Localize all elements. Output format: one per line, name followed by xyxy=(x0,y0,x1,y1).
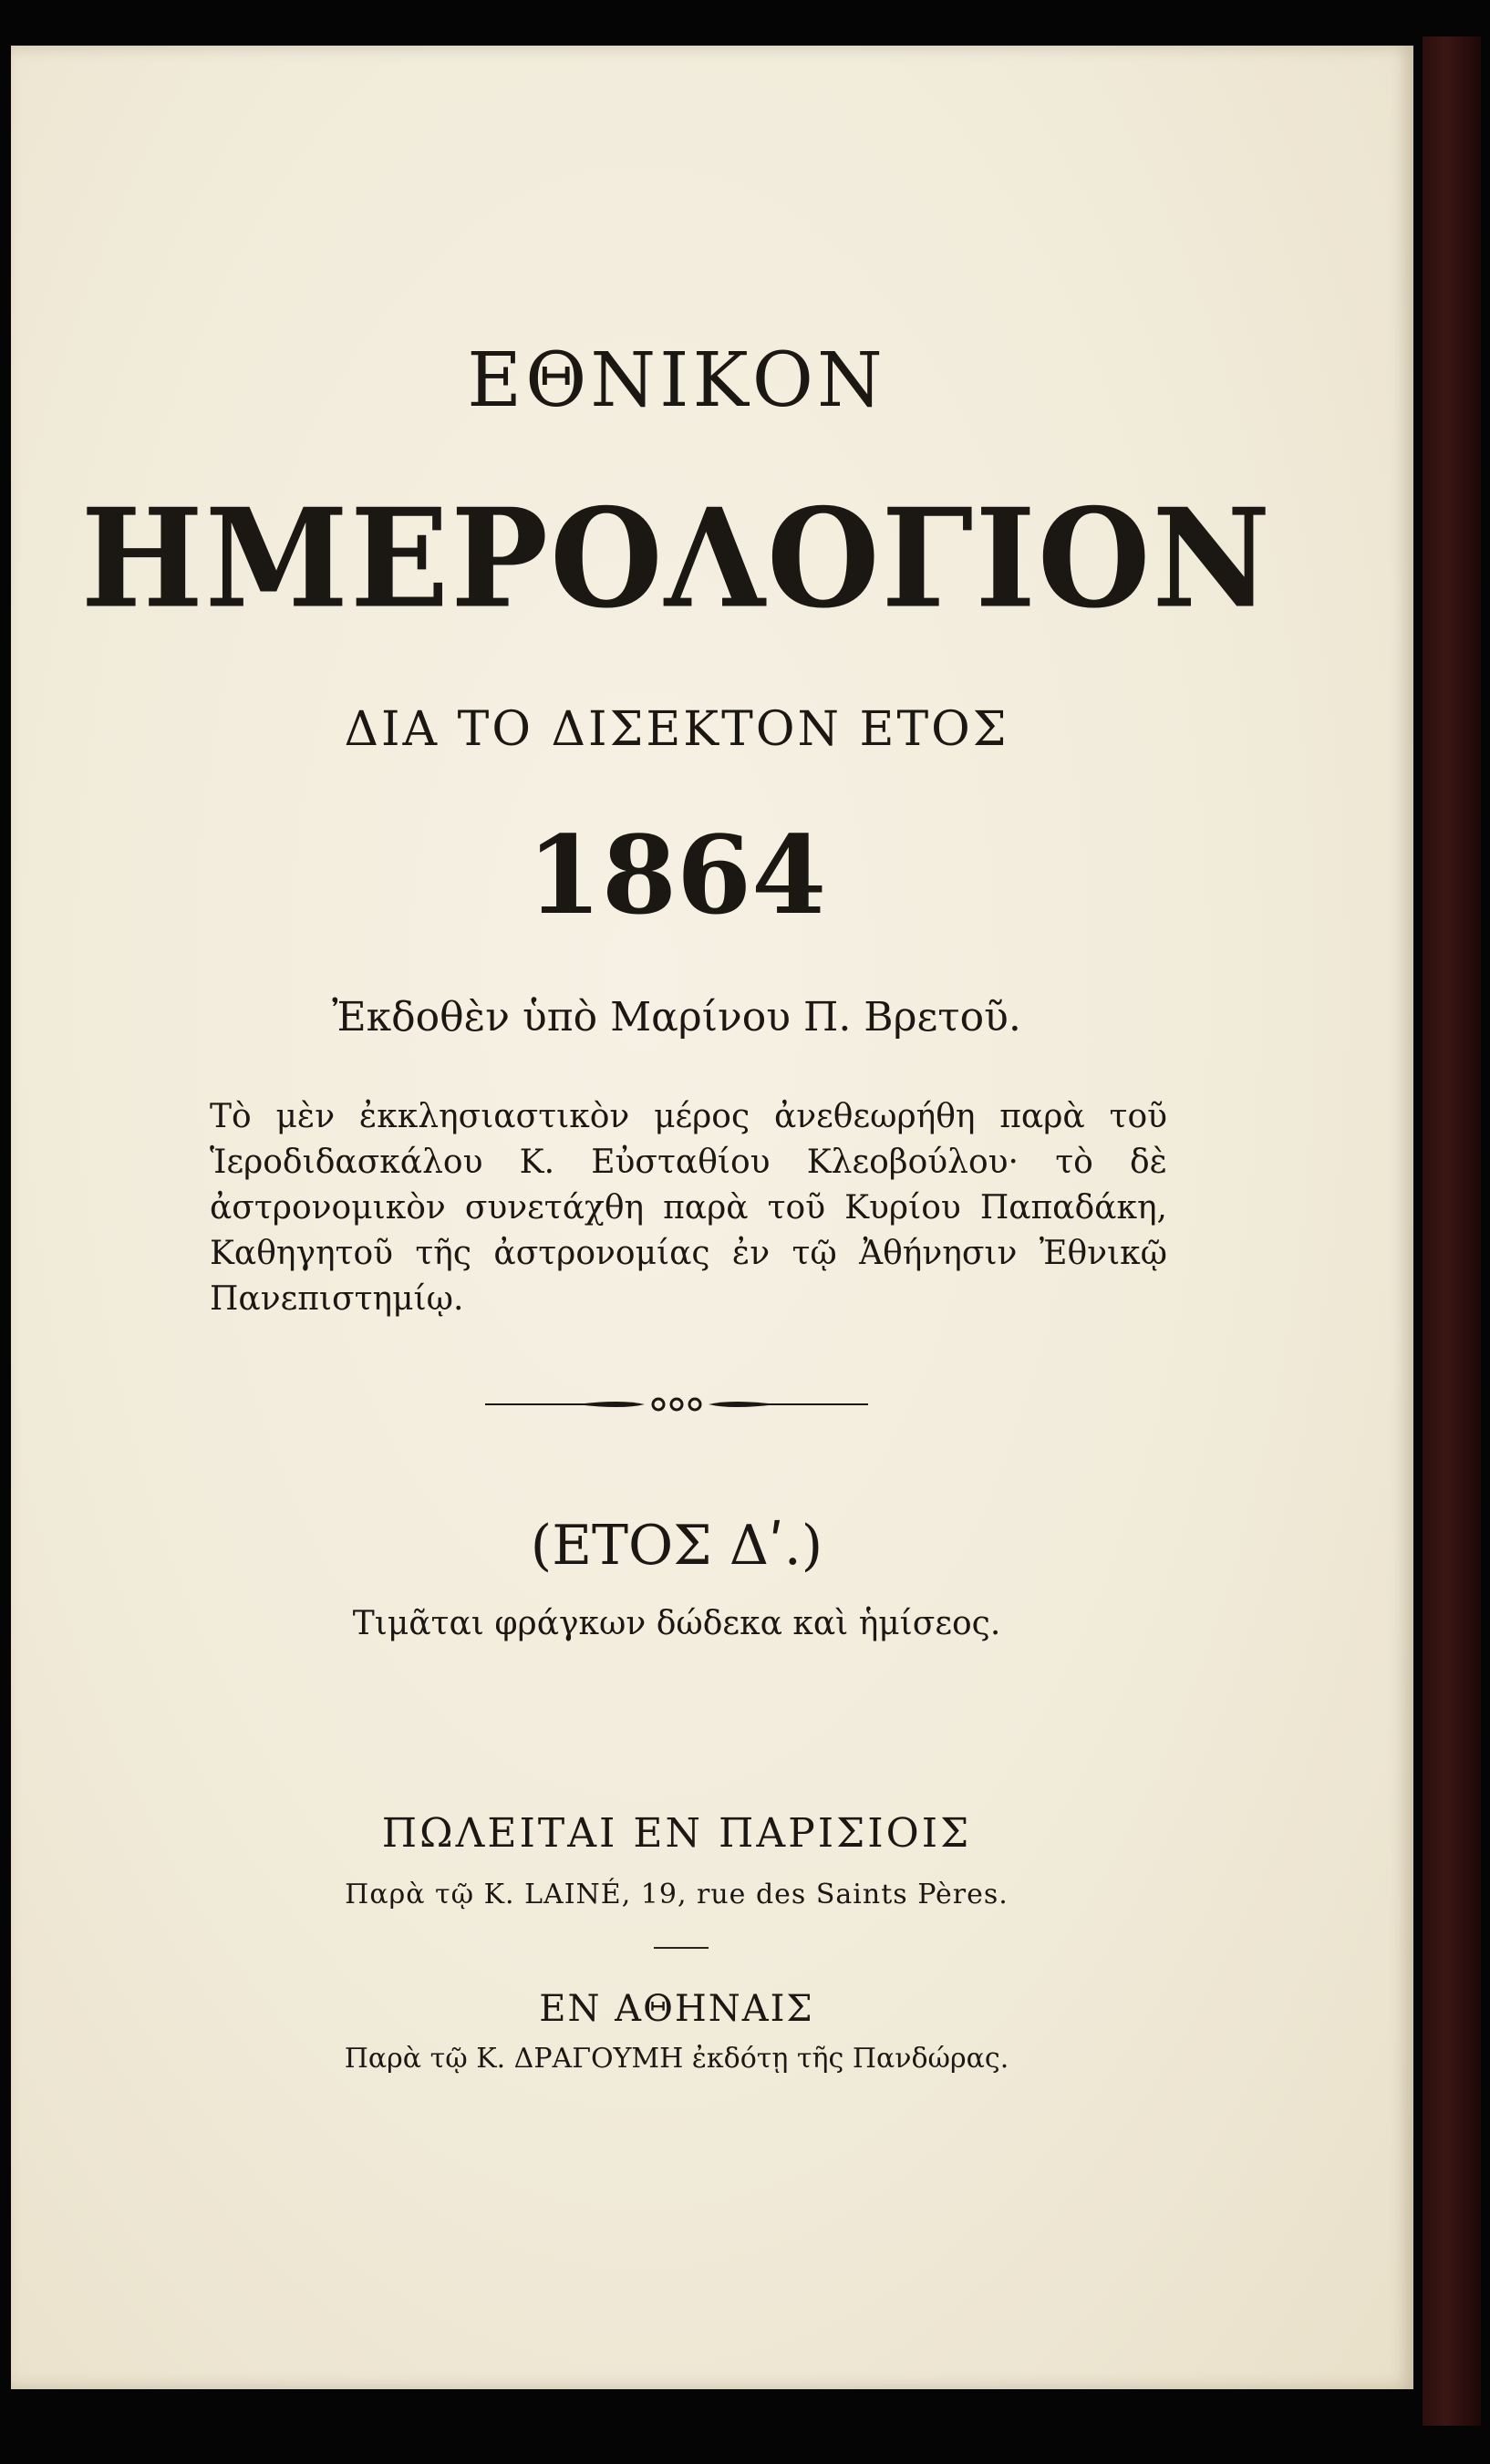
short-divider xyxy=(654,1947,709,1949)
volume-label: (ΕΤΟΣ Δʹ.) xyxy=(530,1514,823,1578)
athens-address: Παρὰ τῷ Κ. ΔΡΑΓΟΥΜΗ ἐκδότῃ τῆς Πανδώρας. xyxy=(344,2043,1009,2075)
book-spine-edge xyxy=(1423,36,1481,2426)
editor-line: Ἐκδοθὲν ὑπὸ Μαρίνου Π. Βρετοῦ. xyxy=(332,994,1021,1040)
price-line: Τιμᾶται φράγκων δώδεκα καὶ ἡμίσεος. xyxy=(352,1605,1001,1642)
sold-paris-heading: ΠΩΛΕΙΤΑΙ ΕΝ ΠΑΡΙΣΙΟΙΣ xyxy=(381,1810,972,1857)
paris-address: Παρὰ τῷ Κ. LAINÉ, 19, rue des Saints Pères. xyxy=(345,1879,1009,1910)
ornament-divider-icon xyxy=(485,1386,868,1423)
title-page xyxy=(11,46,1413,2389)
subtitle: ΔΙΑ ΤΟ ΔΙΣΕΚΤΟΝ ΕΤΟΣ xyxy=(344,702,1009,757)
year: 1864 xyxy=(526,812,827,938)
description-paragraph: Τὸ μὲν ἐκκλησιαστικὸν μέρος ἀνεθεωρήθη παρὰ τοῦ Ἱεροδιδασκάλου Κ. Εὐσταθίου Κλεοβούλου· τὸ δὲ ἀστρονομικὸν συνετάχθη παρὰ τοῦ Κυρίου Παπαδάκη, Καθηγητοῦ τῆς ἀστρονομίας ἐν τῷ Ἀθήνησιν Ἐθνικῷ Πανεπιστημίῳ. xyxy=(210,1098,1167,1318)
title-line-1: ΕΘΝΙΚΟΝ xyxy=(467,337,886,424)
title-line-2: ΗΜΕΡΟΛΟΓΙΟΝ xyxy=(80,479,1273,639)
athens-heading: ΕΝ ΑΘΗΝΑΙΣ xyxy=(539,1988,814,2030)
